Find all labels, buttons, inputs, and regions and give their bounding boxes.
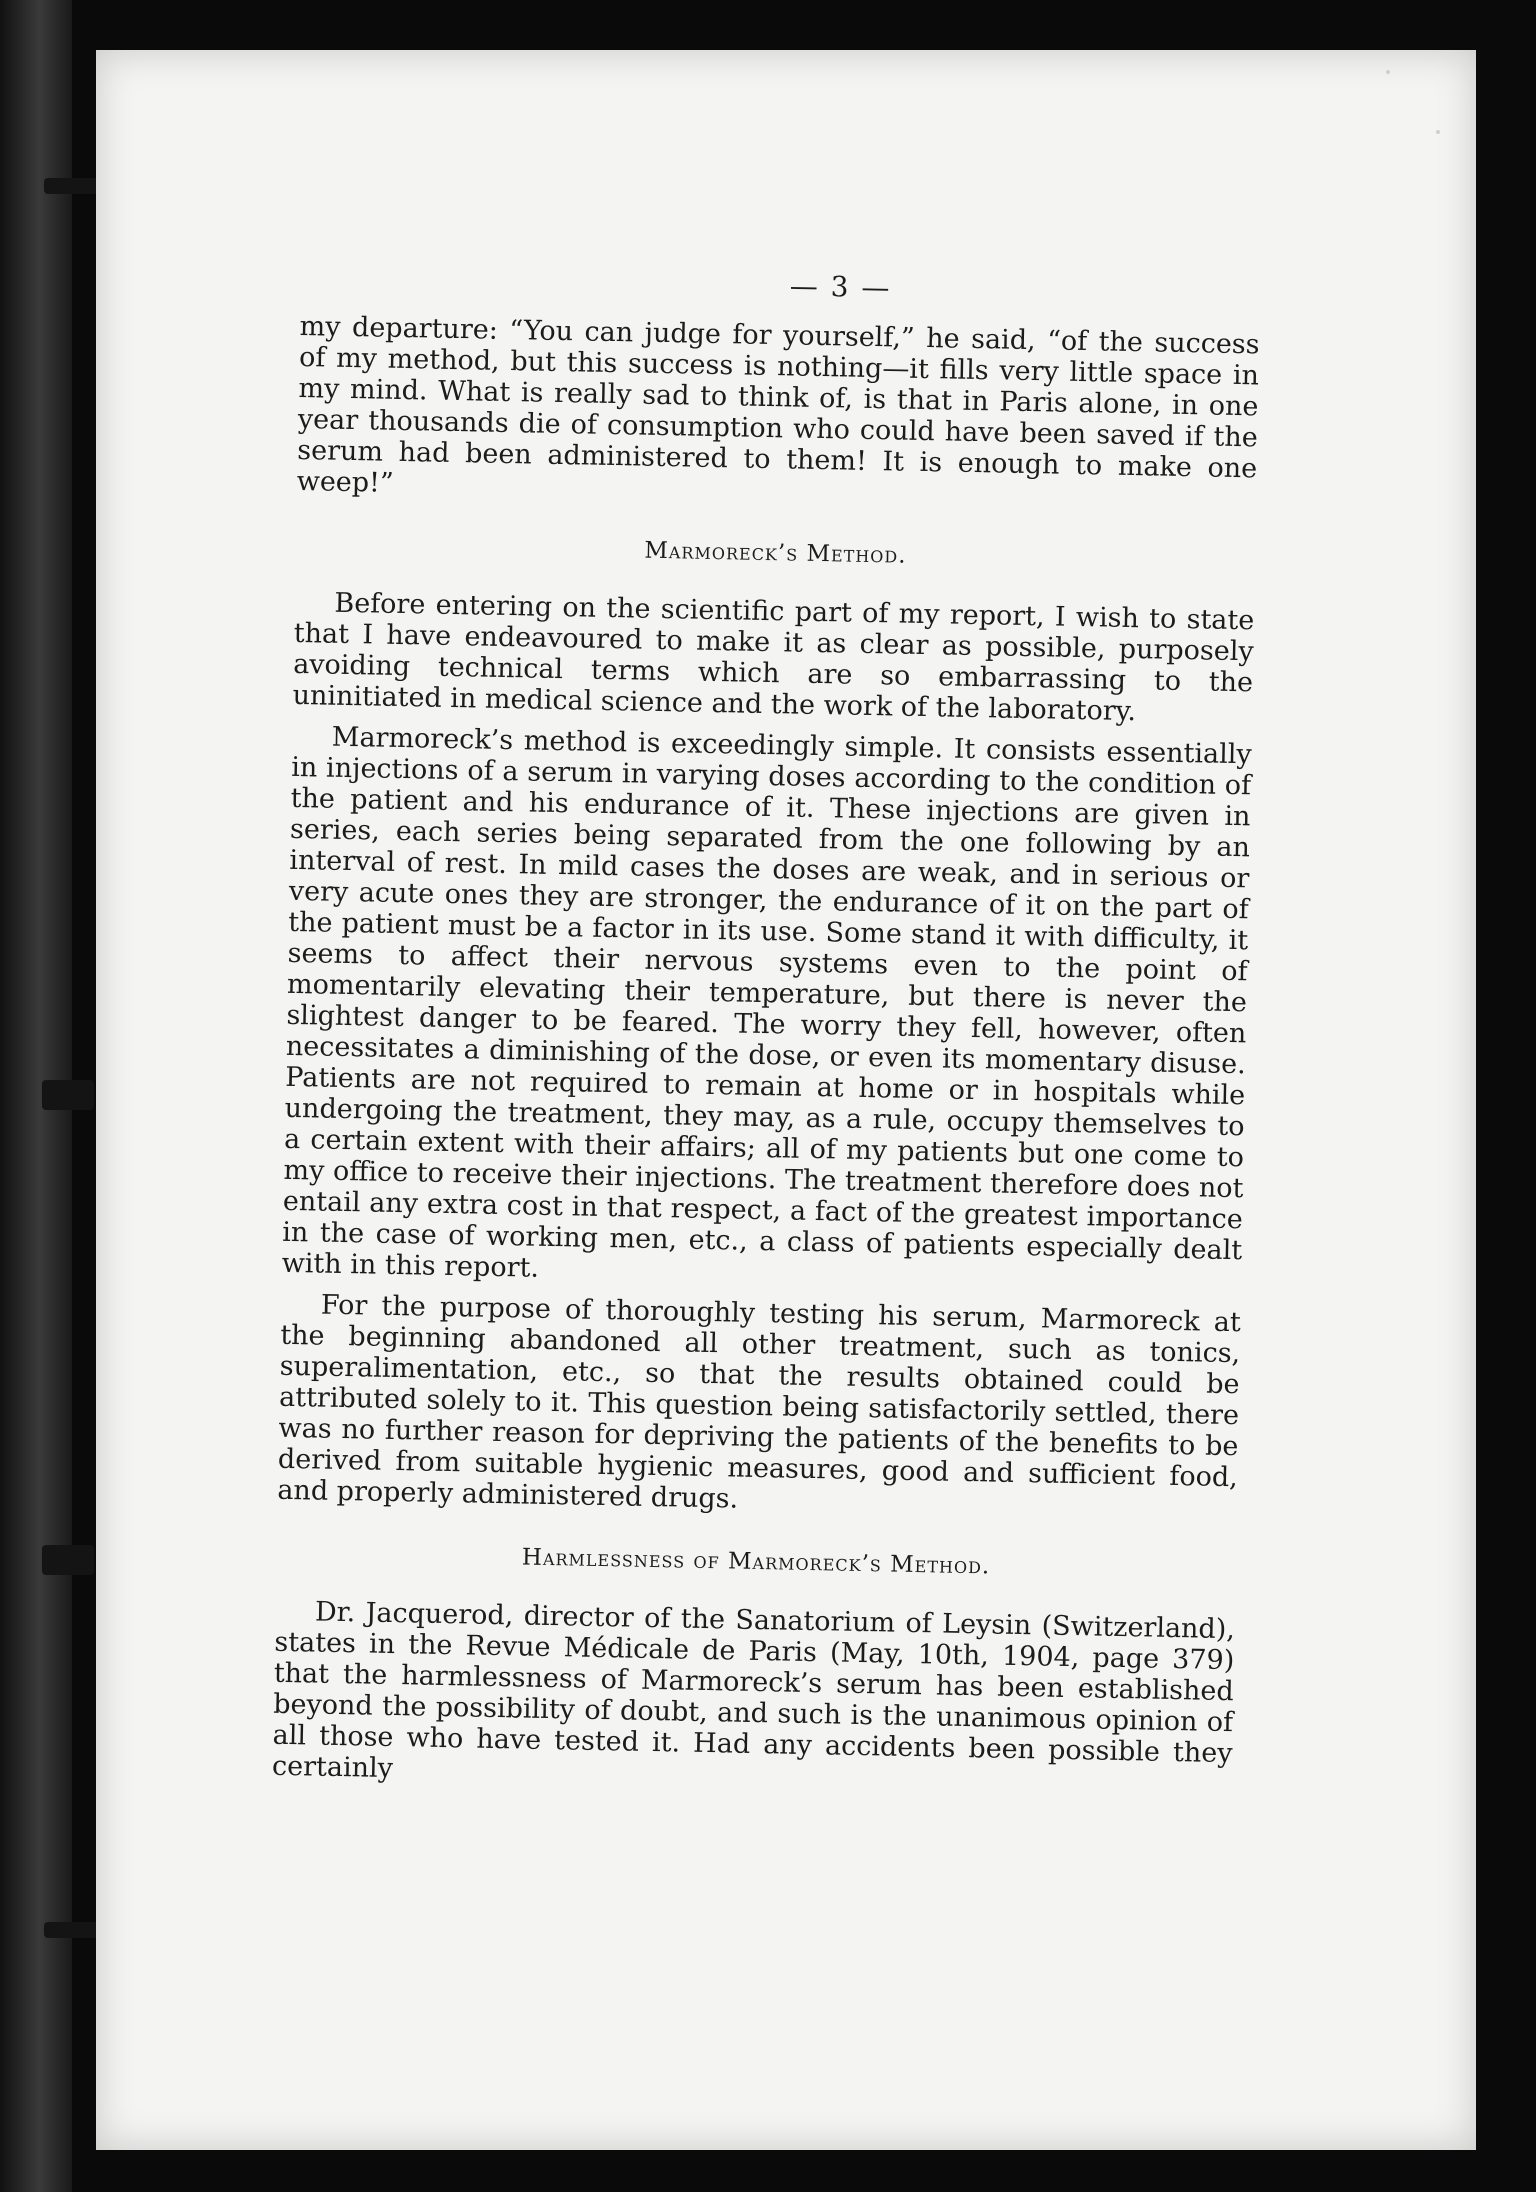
section-heading-method: Marmoreck’s Method. <box>644 537 907 569</box>
document-page <box>96 50 1476 2150</box>
paragraph: Dr. Jacquerod, director of the Sanatorium of Leysin (Switzerland), states in the Revue Médicale de Paris (May, 10th, 1904, page 379) that the harmlessness of Marmoreck’s serum has been established beyond the possibility of doubt, and such is the unanimous opinion of all those who have tested it. Had any accidents been possible they certainly <box>271 1596 1236 1785</box>
paragraph: Marmoreck’s method is exceedingly simple. It consists essentially in injections of a serum in varying doses according to the condition of the patient and his endurance of it. These injections are given in series, each series being separated from the one following by an interval of rest. In mild cases the doses are weak, and in serious or very acute ones they are stronger, the endurance of it on the part of the patient must be a factor in its use. Some stand it with difficulty, it seems to affect their nervous systems even to the point of momentarily elevating their temperature, but there is never the slightest danger to be feared. The worry they fell, however, often necessitates a diminishing of the dose, or even its momentary disuse. Patients are not required to remain at home or in hospitals while undergoing the treatment, they may, as a rule, occupy themselves to a certain extent with their affairs; all of my patients but one come to my office to receive their injections. The treatment therefore does not entail any extra cost in that respect, a fact of the greatest importance in the case of working men, etc., a class of patients especially dealt with in this report. <box>281 721 1252 1284</box>
paper-speck <box>1386 70 1390 74</box>
opening-paragraph: my departure: “You can judge for yourself,” he said, “of the success of my method, but this success is nothing—it fills very little space in my mind. What is really sad to think of, is that in Paris alone, in one year thousands die of consumption who could have been saved if the serum had been administered to them! It is enough to make one weep!” <box>296 310 1260 499</box>
paragraph: Before entering on the scientific part of my report, I wish to state that I have endeavoured to make it as clear as possible, purposely avoiding technical terms which are so embarrassing to the uninitiated in medical science and the work of the laboratory. <box>292 587 1255 728</box>
section-heading-harmlessness: Harmlessness of Marmoreck’s Method. <box>521 1544 991 1580</box>
paragraph: For the purpose of thoroughly testing his serum, Marmoreck at the beginning abandoned all other treatment, such as tonics, superalimentation, etc., so that the results obtained could be attributed solely to it. This question being satisfactorily settled, there was no further reason for depriving the patients of the benefits to be derived from suitable hygienic measures, good and sufficient food, and properly administered drugs. <box>277 1289 1242 1515</box>
binding-stitch <box>42 1080 94 1110</box>
paper-speck <box>1436 130 1440 134</box>
binding-stitch <box>42 1545 94 1575</box>
page-number: — 3 — <box>789 269 892 305</box>
page-text <box>272 260 1261 1800</box>
